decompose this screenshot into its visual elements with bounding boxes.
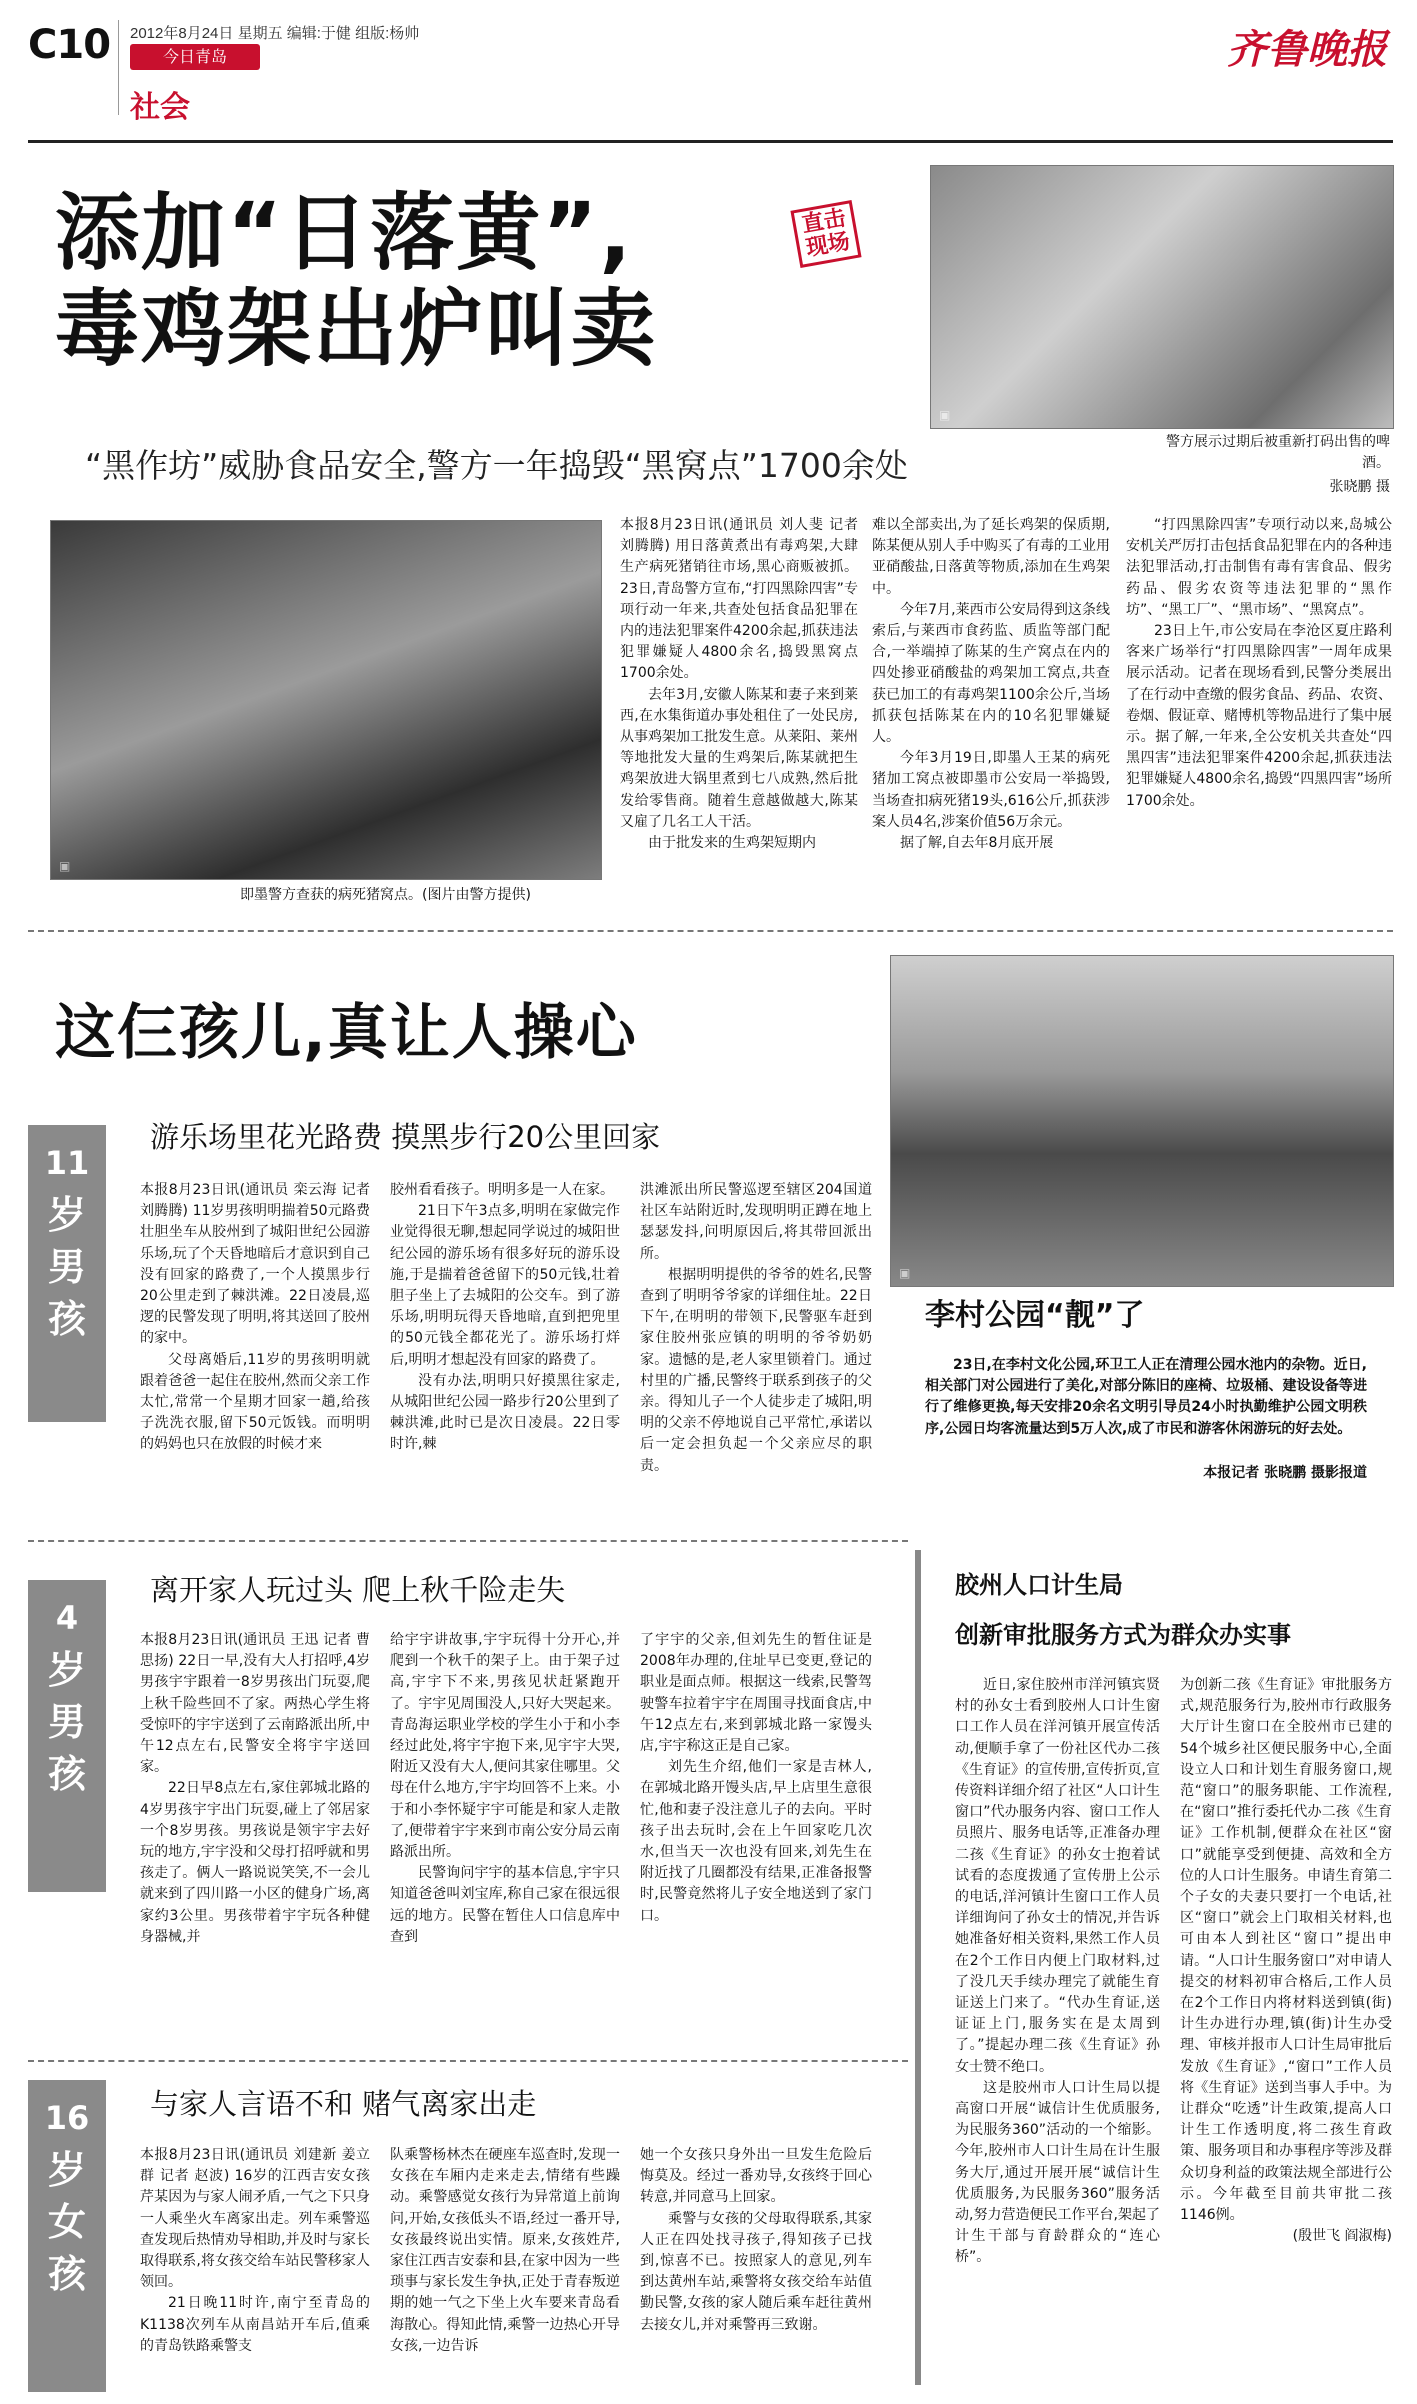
sub1-title: 游乐场里花光路费 摸黑步行20公里回家 (150, 1120, 661, 1154)
sidebar-column-1 (955, 1675, 1160, 2390)
sub2-column-3 (640, 1630, 872, 2045)
sub1-column-1 (140, 1180, 370, 1525)
age-number: 11 (44, 1144, 90, 1182)
paragraph: 去年3月,安徽人陈某和妻子来到莱西,在水集街道办事处租住了一处民房,从事鸡架加工批发生意。从莱阳、莱州等地批发大量的生鸡架后,陈某就把生鸡架放进大锅里煮到七八成熟,然后批发给零售商。随着生意越做越大,陈某又雇了几名工人干活。 (620, 686, 858, 830)
paragraph: 给宇宇讲故事,宇宇玩得十分开心,并爬到一个秋千的架子上。由于架子过高,宇宇下不来,男孩见状赶紧跑开了。宇宇见周围没人,只好大哭起来。青岛海运职业学校的学生小于和小李经过此处,将宇宇抱下来,见宇宇大哭,附近又没有大人,便问其家住哪里。父母在什么地方,宇宇均回答不上来。小于和小李怀疑宇宇可能是和家人走散了,便带着宇宇来到市南公安分局云南路派出所。 (390, 1632, 620, 1861)
story2-headline: 这仨孩儿,真让人操心 (55, 998, 638, 1068)
story1-deck: “黑作坊”威胁食品安全,警方一年捣毁“黑窝点”1700余处 (85, 446, 908, 485)
sub3-column-1 (140, 2145, 370, 2390)
beer-photo-caption: 警方展示过期后被重新打码出售的啤酒。 (1166, 434, 1390, 471)
sub3-column-3 (640, 2145, 872, 2390)
paragraph: 队乘警杨林杰在硬座车巡查时,发现一女孩在车厢内走来走去,情绪有些躁动。乘警感觉女孩行为异常道上前询问,开始,女孩低头不语,经过一番开导,女孩最终说出实情。原来,女孩姓芹,家住江西吉安泰和县,在家中因为一些琐事与家长发生争执,正处于青春叛逆期的她一气之下坐上火车要来青岛看海散心。得知此情,乘警一边热心开导女孩,一边告诉 (390, 2147, 620, 2354)
photo-icon: ▣ (939, 408, 951, 422)
park-title-text: 李村公园“靓”了 (925, 1298, 1145, 1333)
section-chip: 今日青岛 (130, 44, 260, 70)
paragraph: 这是胶州市人口计生局以提高窗口开展“诚信计生优质服务,为民服务360”活动的一个缩影。今年,胶州市人口计生局在计生服务大厅,通过开展开展“诚信计生优质服务,为民服务360”服务活动,努力营造便民工作平台,架起了计生干部与育龄群众的“连心桥”。 (955, 2079, 1160, 2266)
sub2-title: 离开家人玩过头 爬上秋千险走失 (150, 1573, 566, 1607)
paragraph: 今年7月,莱西市公安局得到这条线索后,与莱西市食药监、质监等部门配合,一举端掉了陈某的生产窝点在内的四处掺亚硝酸盐的鸡架加工窝点,共查获已加工的有毒鸡架1100余公斤,当场抓获包括陈某在内的10名犯罪嫌疑人。 (872, 601, 1110, 746)
park-cleanup-photo (890, 955, 1394, 1287)
park-caption (925, 1355, 1367, 1440)
paragraph: 据了解,自去年8月底开展 (900, 835, 1054, 852)
sidebar-subtitle: 创新审批服务方式为群众办实事 (955, 1621, 1291, 1649)
sidebar-column-2 (1180, 1675, 1392, 2390)
age-tab-11-boy (28, 1125, 106, 1422)
story-divider (28, 930, 1393, 932)
sub-divider (28, 2060, 908, 2062)
live-report-badge (790, 200, 861, 268)
story1-headline-line2: 毒鸡架出炉叫卖 (55, 280, 658, 378)
park-title (925, 1290, 1144, 1334)
paragraph: 23日,在李村文化公园,环卫工人正在清理公园水池内的杂物。近日,相关部门对公园进行了美化,对部分陈旧的座椅、垃圾桶、建设设备等进行了维修更换,每天安排20余名文明引导员24小时执勤维护公园文明秩序,公园日均客流量达到5万人次,成了市民和游客休闲游玩的好去处。 (925, 1357, 1367, 1437)
paragraph: 胶州看看孩子。明明多是一人在家。 (390, 1182, 614, 1198)
paragraph: 23日上午,市公安局在李沧区夏庄路利客来广场举行“打四黑除四害”一周年成果展示活动。记者在现场看到,民警分类展出了在行动中查缴的假劣食品、药品、农资、卷烟、假证章、赌博机等物品进行了集中展示。据了解,一年来,全公安机关共查处“四黑四害”违法犯罪案件4200余起,抓获违法犯罪嫌疑人4800余名,捣毁“四黑四害”场所1700余处。 (1126, 623, 1392, 809)
sidebar-byline: (殷世飞 阎淑梅) (1292, 2228, 1392, 2245)
paragraph: 21日晚11时许,南宁至青岛的K1138次列车从南昌站开车后,值乘的青岛铁路乘警支 (140, 2295, 370, 2354)
paragraph: 本报8月23日讯(通讯员 刘人斐 记者 刘腾腾) 用日落黄煮出有毒鸡架,大肆生产病死猪销往市场,黑心商贩被抓。23日,青岛警方宣布,“打四黑除四害”专项行动一年来,共查处包括食品犯罪在内的违法犯罪案件4200余起,抓获违法犯罪嫌疑人4800余名,捣毁黑窝点1700余处。 (620, 517, 858, 682)
pig-photo-caption: 即墨警方查获的病死猪窝点。(图片由警方提供) (240, 887, 531, 903)
tab-char: 女 (47, 2200, 86, 2244)
tab-char: 孩 (47, 2252, 86, 2296)
paragraph: 难以全部卖出,为了延长鸡架的保质期,陈某便从别人手中购买了有毒的工业用亚硝酸盐,日落黄等物质,添加在生鸡架中。 (872, 517, 1110, 597)
tab-char: 男 (47, 1700, 86, 1744)
sub1-column-3 (640, 1180, 872, 1525)
edition-meta: 2012年8月24日 星期五 编辑:于健 组版:杨帅 (130, 25, 420, 42)
tab-char: 孩 (47, 1752, 86, 1796)
story1-headline (55, 185, 915, 377)
page-number: C10 (28, 22, 111, 68)
badge-line1: 直击 (799, 205, 848, 238)
tab-char: 岁 (47, 1193, 86, 1237)
age-tab-4-boy (28, 1580, 106, 1892)
paragraph: 今年3月19日,即墨人王某的病死猪加工窝点被即墨市公安局一举捣毁,当场查扣病死猪19头,616公斤,抓获涉案人员4名,涉案价值56万余元。 (872, 750, 1110, 830)
paragraph: “打四黑除四害”专项行动以来,岛城公安机关严厉打击包括食品犯罪在内的各种违法犯罪活动,打击制售有毒有害食品、假劣药品、假劣农资等违法犯罪的“黑作坊”、“黑工厂”、“黑市场”、“黑窝点”。 (1126, 517, 1392, 618)
age-number: 4 (55, 1599, 79, 1637)
paragraph: 父母离婚后,11岁的男孩明明就跟着爸爸一起住在胶州,然而父亲工作太忙,常常一个星期才回家一趟,给孩子洗洗衣服,留下50元饭钱。而明明的妈妈也只在放假的时候才来 (140, 1351, 370, 1453)
police-beer-photo (930, 165, 1394, 429)
sub-divider (28, 1540, 908, 1542)
paragraph: 民警询问宇宇的基本信息,宇宇只知道爸爸叫刘宝库,称自己家在很远很远的地方。民警在暂住人口信息库中查到 (390, 1865, 620, 1945)
paragraph: 本报8月23日讯(通讯员 栾云海 记者 刘腾腾) 11岁男孩明明揣着50元路费壮胆坐车从胶州到了城阳世纪公园游乐场,玩了个天昏地暗后才意识到自己没有回家的路费了,一个人摸黑步行20公里走到了棘洪滩。22日凌晨,巡逻的民警发现了明明,将其送回了胶州的家中。 (140, 1182, 370, 1347)
age-tab-16-girl (28, 2080, 106, 2392)
paragraph: 了宇宇的父亲,但刘先生的暂住证是2008年办理的,住址早已变更,登记的职业是面点师。根据这一线索,民警驾驶警车拉着宇宇在周围寻找面食店,中午12点左右,来到郭城北路一家馒头店,宇宇称这正是自己家。 (640, 1632, 872, 1755)
tab-char: 男 (47, 1245, 86, 1289)
header-divider (118, 20, 119, 115)
paragraph: 由于批发来的生鸡架短期内 (648, 835, 816, 852)
tab-char: 岁 (47, 1648, 86, 1692)
sidebar-title: 胶州人口计生局 (955, 1571, 1123, 1599)
tab-char: 孩 (47, 1297, 86, 1341)
sub1-column-2 (390, 1180, 620, 1525)
sick-pig-workshop-photo (50, 520, 602, 880)
sub2-column-2 (390, 1630, 620, 2045)
badge-line2: 现场 (804, 229, 852, 262)
newspaper-logo: 齐鲁晚报 (1227, 26, 1387, 73)
header-rule (28, 140, 1393, 143)
paragraph: 乘警与女孩的父母取得联系,其家人正在四处找寻孩子,得知孩子已找到,惊喜不已。按照家人的意见,列车到达黄州车站,乘警将女孩交给车站值勤民警,女孩的家人随后乘车赶往黄州去接女儿,并对乘警再三致谢。 (640, 2210, 872, 2333)
paragraph: 本报8月23日讯(通讯员 刘建新 姜立群 记者 赵波) 16岁的江西吉安女孩芹某因为与家人闹矛盾,一气之下只身一人乘坐火车离家出走。列车乘警巡查发现后热情劝导相助,并及时与家长取得联系,将女孩交给车站民警移家人领回。 (140, 2147, 370, 2291)
section-title: 社会 (130, 90, 190, 125)
story1-headline-line1: 添加“日落黄”, (55, 184, 634, 282)
paragraph: 她一个女孩只身外出一旦发生危险后悔莫及。经过一番劝导,女孩终于回心转意,并同意马上回家。 (640, 2147, 872, 2206)
tab-char: 岁 (47, 2148, 86, 2192)
paragraph: 本报8月23日讯(通讯员 王迅 记者 曹思扬) 22日一早,没有大人打招呼,4岁男孩宇宇跟着一8岁男孩出门玩耍,爬上秋千险些回不了家。两热心学生将受惊吓的宇宇送到了云南路派出所,中午12点左右,民警安全将宇宇送回家。 (140, 1632, 370, 1776)
sidebar-rule (915, 1550, 921, 2385)
photo-icon: ▣ (899, 1266, 911, 1280)
paragraph: 洪滩派出所民警巡逻至辖区204国道社区车站附近时,发现明明正蹲在地上瑟瑟发抖,问明原因后,将其带回派出所。 (640, 1182, 872, 1262)
story1-column-3 (1126, 515, 1392, 920)
story1-column-2 (872, 515, 1110, 920)
sub3-column-2 (390, 2145, 620, 2390)
paragraph: 21日下午3点多,明明在家做完作业觉得很无聊,想起同学说过的城阳世纪公园的游乐场有很多好玩的游乐设施,于是揣着爸爸留下的50元钱,壮着胆子坐上了去城阳的公交车。到了游乐场,明明玩得天昏地暗,直到把兜里的50元钱全都花光了。游乐场打烊后,明明才想起没有回家的路费了。 (390, 1203, 620, 1368)
paragraph: 根据明明提供的爷爷的姓名,民警查到了明明爷爷家的详细住址。22日下午,在明明的带领下,民警驱车赶到家住胶州张应镇的明明的爷爷奶奶家。遗憾的是,老人家里锁着门。通过村里的广播,民警终于联系到孩子的父亲。得知儿子一个人徒步走了城阳,明明的父亲不停地说自己平常忙,承诺以后一定会担负起一个父亲应尽的职责。 (640, 1266, 872, 1474)
photo-icon: ▣ (59, 859, 71, 873)
paragraph: 为创新二孩《生育证》审批服务方式,规范服务行为,胶州市行政服务大厅计生窗口在全胶州市已建的54个城乡社区便民服务中心,全面设立人口和计划生育服务窗口,规范“窗口”的服务职能、工作流程,在“窗口”推行委托代办二孩《生育证》工作机制,便群众在社区“窗口”就能享受到便捷、高效和全方位的人口计生服务。申请生育第二个子女的夫妻只要打一个电话,社区“窗口”就会上门取相关材料,也可由本人到社区“窗口”提出申请。“人口计生服务窗口”对申请人提交的材料初审合格后,工作人员在2个工作日内将材料送到镇(街)计生办进行办理,镇(街)计生办受理、审核并报市人口计生局审批后发放《生育证》,“窗口”工作人员将《生育证》送到当事人手中。为让群众“吃透”计生政策,提高人口计生工作透明度,将二孩生育政策、服务项目和办事程序等涉及群众切身利益的政策法规全部进行公示。今年截至目前共审批二孩1146例。 (1180, 1677, 1392, 2224)
sub2-column-1 (140, 1630, 370, 2045)
paragraph: 刘先生介绍,他们一家是吉林人,在郭城北路开馒头店,早上店里生意很忙,他和妻子没注意儿子的去向。平时孩子出去玩时,会在上午回家吃几次水,但当天一次也没有回来,刘先生在附近找了几圈都没有结果,正准备报警时,民警竟然将儿子安全地送到了家门口。 (640, 1759, 872, 1924)
age-number: 16 (44, 2099, 90, 2137)
beer-photo-credit: 张晓鹏 摄 (1329, 479, 1390, 495)
paragraph: 没有办法,明明只好摸黑往家走,从城阳世纪公园一路步行20公里到了棘洪滩,此时已是次日凌晨。22日零时许,棘 (390, 1372, 620, 1453)
paragraph: 近日,家住胶州市洋河镇宾贤村的孙女士看到胶州人口计生窗口工作人员在洋河镇开展宣传活动,便顺手拿了一份社区代办二孩《生育证》的宣传册,宣传折页,宣传资料详细介绍了社区“人口计生窗口”代办服务内容、窗口工作人员照片、服务电话等,正准备办理二孩《生育证》的孙女士抱着试试看的态度拨通了宣传册上公示的电话,洋河镇计生窗口工作人员详细询问了孙女士的情况,并告诉她准备好相关资料,果然工作人员在2个工作日内便上门取材料,过了没几天手续办理完了就能生育证送上门来了。“代办生育证,送证证上门,服务实在是太周到了。”提起办理二孩《生育证》孙女士赞不绝口。 (955, 1677, 1160, 2075)
park-credit: 本报记者 张晓鹏 摄影报道 (1203, 1465, 1367, 1481)
sub3-title: 与家人言语不和 赌气离家出走 (150, 2087, 537, 2121)
story1-column-1 (620, 515, 858, 920)
paragraph: 22日早8点左右,家住郭城北路的4岁男孩宇宇出门玩耍,碰上了邻居家一个8岁男孩。男孩说是领宇宇去好玩的地方,宇宇没和父母打招呼就和男孩走了。俩人一路说说笑笑,不一会儿就来到了四川路一小区的健身广场,离家约3公里。男孩带着宇宇玩各种健身器械,并 (140, 1780, 370, 1945)
